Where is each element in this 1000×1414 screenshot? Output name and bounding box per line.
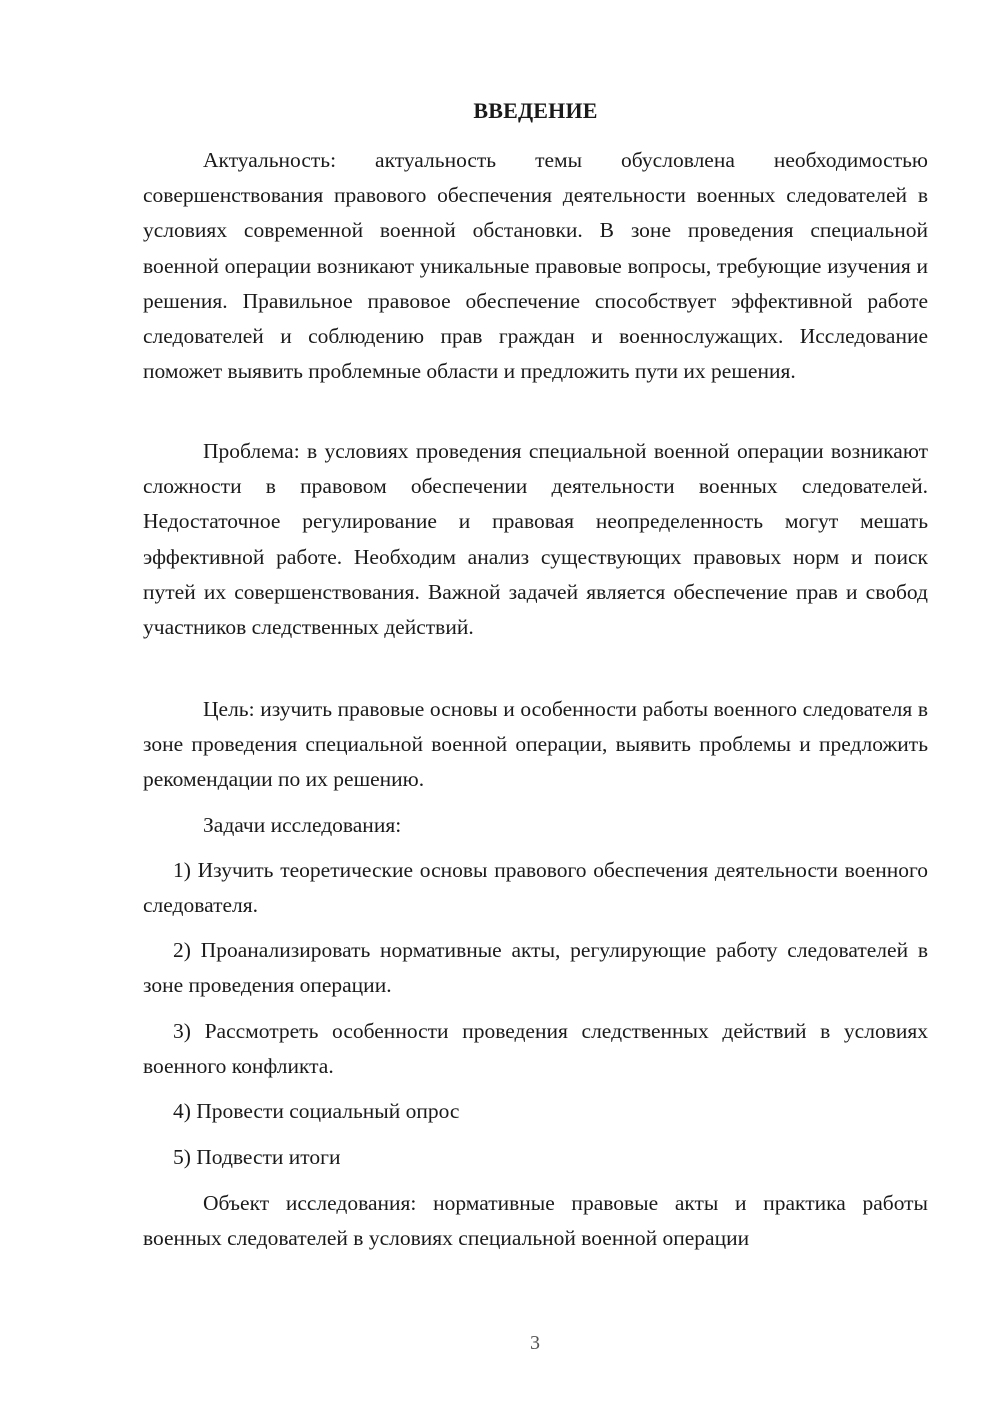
- object-paragraph: Объект исследования: нормативные правовые акты и практика работы военных следователей в условиях специальной военной операции: [143, 1191, 928, 1251]
- task-item-4: 4) Провести социальный опрос: [173, 1099, 460, 1123]
- problem-paragraph: Проблема: в условиях проведения специальной военной операции возникают сложности в правовом обеспечении деятельности военных следователей. Недостаточное регулирование и правовая неопределенность могут мешать эффективной работе. Необходим анализ существующих правовых норм и поиск путей их совершенствования. Важной задачей является обеспечение прав и свобод участников следственных действий.: [143, 439, 928, 640]
- tasks-heading: Задачи исследования:: [203, 813, 402, 837]
- page-number: 3: [530, 1332, 540, 1354]
- task-item-3: 3) Рассмотреть особенности проведения следственных действий в условиях военного конфликта.: [143, 1019, 928, 1079]
- task-item-2: 2) Проанализировать нормативные акты, регулирующие работу следователей в зоне проведения операции.: [143, 938, 928, 998]
- relevance-paragraph: Актуальность: актуальность темы обусловлена необходимостью совершенствования правового обеспечения деятельности военных следователей в условиях современной военной обстановки. В зоне проведения специальной военной операции возникают уникальные правовые вопросы, требующие изучения и решения. Правильное правовое обеспечение способствует эффективной работе следователей и соблюдению прав граждан и военнослужащих. Исследование поможет выявить проблемные области и предложить пути их решения.: [143, 148, 928, 384]
- task-item-1: 1) Изучить теоретические основы правового обеспечения деятельности военного следователя.: [143, 858, 928, 918]
- goal-paragraph: Цель: изучить правовые основы и особенности работы военного следователя в зоне проведения специальной военной операции, выявить проблемы и предложить рекомендации по их решению.: [143, 697, 928, 792]
- task-item-5: 5) Подвести итоги: [173, 1145, 341, 1169]
- page-title: ВВЕДЕНИЕ: [473, 98, 598, 123]
